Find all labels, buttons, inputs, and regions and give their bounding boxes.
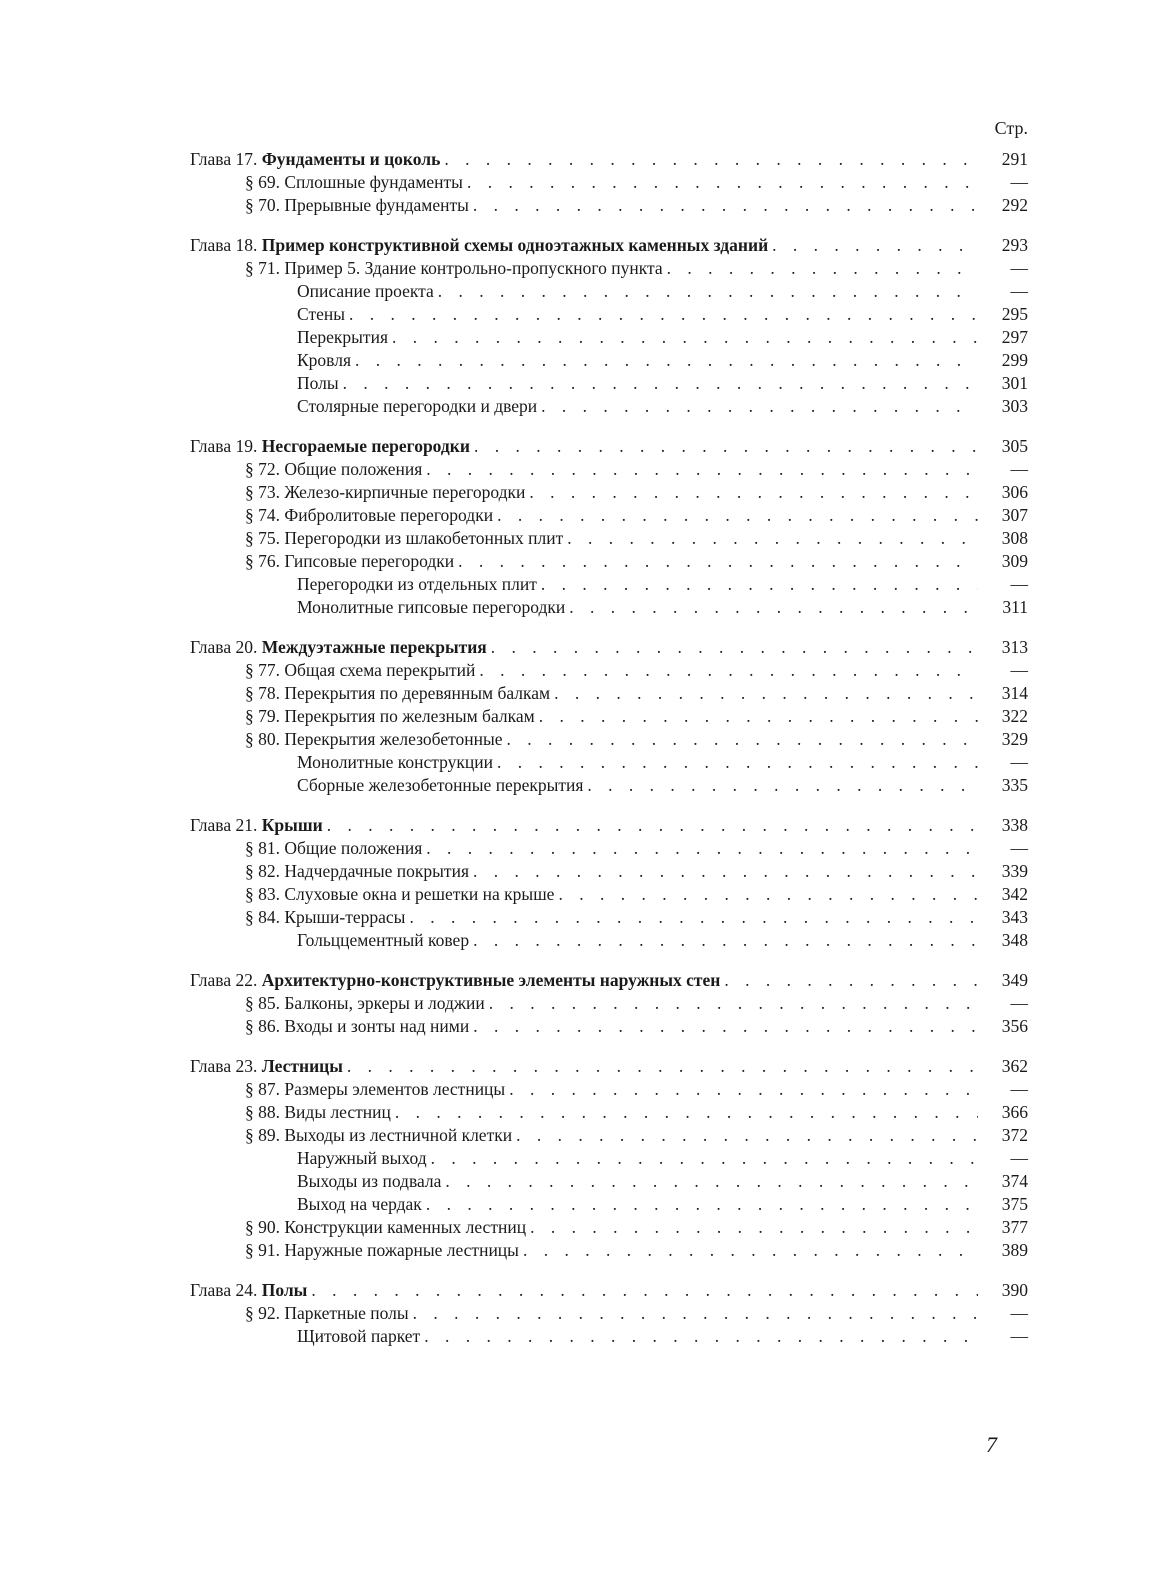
toc-section-entry: [190, 883, 1028, 906]
toc-entry-label: [245, 837, 426, 860]
toc-entry-number: § 72.: [245, 459, 285, 479]
toc-entry-page: 372: [1001, 1125, 1028, 1145]
toc-entry-number: § 83.: [245, 884, 285, 904]
dot-leader: [724, 969, 978, 992]
toc-entry-page: 389: [1001, 1240, 1028, 1260]
page-column-label: Стр.: [994, 118, 1028, 138]
toc-entry-page: 305: [1001, 436, 1028, 456]
dot-leader: [355, 349, 978, 372]
toc-entry-page: 338: [1001, 815, 1028, 835]
toc-entry-label: [297, 1170, 445, 1193]
toc-entry-page: 343: [1001, 907, 1028, 927]
toc-entry-number: § 81.: [245, 838, 285, 858]
toc-entry-page: 295: [1001, 304, 1028, 324]
toc-entry-page: 291: [1001, 149, 1028, 169]
toc-entry-label: [245, 883, 558, 906]
toc-entry-title: Фибролитовые перегородки: [284, 505, 494, 525]
toc-entry-title: Несгораемые перегородки: [261, 436, 470, 456]
toc-entry-label: [297, 774, 587, 797]
toc-entry-label: [297, 349, 355, 372]
toc-entry-title: Пример 5. Здание контрольно-пропускного пункта: [284, 258, 663, 278]
toc-section-entry: [190, 705, 1028, 728]
toc-entry-title: Выходы из лестничной клетки: [284, 1125, 513, 1145]
dot-leader: [392, 326, 978, 349]
toc-entry-label: [190, 234, 772, 257]
chapter-spacer: [190, 619, 1028, 636]
page-number: 7: [986, 1432, 997, 1457]
dot-leader: [489, 992, 978, 1015]
toc-entry-label: [245, 728, 507, 751]
toc-entry-page: —: [1010, 1148, 1028, 1168]
toc-entry-page: 297: [1001, 327, 1028, 347]
toc-entry-number: § 85.: [245, 993, 285, 1013]
toc-entry-page: 313: [1001, 637, 1028, 657]
dot-leader: [445, 1170, 978, 1193]
toc-entry-number: Глава 17.: [190, 149, 262, 169]
toc-entry-page: —: [1010, 660, 1028, 680]
dot-leader: [491, 636, 978, 659]
toc-entry-label: [190, 435, 474, 458]
toc-section-entry: [190, 1015, 1028, 1038]
toc-section-entry: [190, 1078, 1028, 1101]
toc-chapter-entry: [190, 234, 1028, 257]
toc-subsection-entry: [190, 1170, 1028, 1193]
dot-leader: [479, 659, 978, 682]
toc-section-entry: [190, 659, 1028, 682]
toc-entry-page: 309: [1001, 551, 1028, 571]
toc-section-entry: [190, 906, 1028, 929]
toc-entry-title: Сборные железобетонные перекрытия: [297, 775, 584, 795]
toc-entry-label: [297, 280, 438, 303]
toc-entry-title: Общая схема перекрытий: [284, 660, 476, 680]
dot-leader: [349, 303, 978, 326]
toc-entry-title: Общие положения: [284, 838, 423, 858]
dot-leader: [444, 148, 978, 171]
toc-entry-label: [297, 395, 541, 418]
dot-leader: [558, 883, 978, 906]
toc-entry-label: [245, 992, 489, 1015]
toc-entry-page: 335: [1001, 775, 1028, 795]
toc-chapter-entry: [190, 148, 1028, 171]
toc-entry-label: [297, 929, 473, 952]
toc-section-entry: [190, 992, 1028, 1015]
toc-entry-title: Выход на чердак: [297, 1194, 422, 1214]
toc-subsection-entry: [190, 929, 1028, 952]
toc-section-entry: [190, 1101, 1028, 1124]
toc-chapter-entry: [190, 814, 1028, 837]
toc-entry-number: Глава 21.: [190, 815, 262, 835]
toc-section-entry: [190, 682, 1028, 705]
toc-entry-title: Перегородки из шлакобетонных плит: [284, 528, 564, 548]
toc-entry-label: [297, 1147, 431, 1170]
toc-entry-page: 306: [1001, 482, 1028, 502]
toc-entry-number: Глава 20.: [190, 637, 262, 657]
toc-subsection-entry: [190, 1193, 1028, 1216]
toc-entry-title: Выходы из подвала: [297, 1171, 442, 1191]
toc-subsection-entry: [190, 596, 1028, 619]
toc-section-entry: [190, 1124, 1028, 1147]
toc-entry-page: 348: [1001, 930, 1028, 950]
toc-entry-title: Сплошные фундаменты: [284, 172, 463, 192]
toc-entry-label: [245, 458, 426, 481]
toc-section-entry: [190, 728, 1028, 751]
dot-leader: [569, 596, 978, 619]
toc-entry-label: [245, 1101, 395, 1124]
toc-entry-page: —: [1010, 1303, 1028, 1323]
toc-entry-label: [297, 303, 349, 326]
dot-leader: [473, 194, 978, 217]
toc-entry-number: § 78.: [245, 683, 285, 703]
toc-entry-page: —: [1010, 752, 1028, 772]
toc-entry-page: 307: [1001, 505, 1028, 525]
dot-leader: [497, 504, 978, 527]
dot-leader: [347, 1055, 978, 1078]
toc-entry-number: Глава 18.: [190, 235, 262, 255]
chapter-spacer: [190, 418, 1028, 435]
toc-chapter-entry: [190, 1055, 1028, 1078]
chapter-spacer: [190, 1262, 1028, 1279]
toc-section-entry: [190, 860, 1028, 883]
toc-entry-title: Виды лестниц: [284, 1102, 391, 1122]
toc-entry-label: [190, 1279, 311, 1302]
toc-entry-label: [245, 682, 554, 705]
toc-section-entry: [190, 1216, 1028, 1239]
toc-entry-title: Кровля: [297, 350, 351, 370]
toc-entry-title: Прерывные фундаменты: [284, 195, 469, 215]
toc-entry-label: [245, 1015, 473, 1038]
dot-leader: [772, 234, 978, 257]
toc-entry-title: Размеры элементов лестницы: [284, 1079, 506, 1099]
toc-entry-page: 314: [1001, 683, 1028, 703]
dot-leader: [424, 1325, 978, 1348]
dot-leader: [529, 481, 978, 504]
toc-entry-label: [245, 860, 473, 883]
dot-leader: [523, 1239, 978, 1262]
toc-entry-label: [297, 1193, 426, 1216]
dot-leader: [426, 458, 978, 481]
toc-section-entry: [190, 837, 1028, 860]
toc-section-entry: [190, 1302, 1028, 1325]
toc-entry-label: [297, 1325, 424, 1348]
toc-entry-title: Слуховые окна и решетки на крыше: [284, 884, 555, 904]
toc-entry-page: 342: [1001, 884, 1028, 904]
toc-entry-number: § 92.: [245, 1303, 285, 1323]
toc-entry-number: § 70.: [245, 195, 285, 215]
dot-leader: [474, 435, 978, 458]
dot-leader: [467, 171, 978, 194]
toc-entry-number: § 90.: [245, 1217, 285, 1237]
toc-subsection-entry: [190, 1325, 1028, 1348]
toc-entry-title: Крыши-террасы: [284, 907, 406, 927]
chapter-spacer: [190, 217, 1028, 234]
toc-entry-page: —: [1010, 1079, 1028, 1099]
toc-entry-number: Глава 19.: [190, 436, 262, 456]
toc-entry-page: 356: [1001, 1016, 1028, 1036]
toc-subsection-entry: [190, 751, 1028, 774]
toc-entry-number: § 79.: [245, 706, 285, 726]
dot-leader: [667, 257, 978, 280]
toc-entry-title: Конструкции каменных лестниц: [284, 1217, 527, 1237]
toc-subsection-entry: [190, 774, 1028, 797]
toc-chapter-entry: [190, 1279, 1028, 1302]
dot-leader: [438, 280, 978, 303]
toc-subsection-entry: [190, 1147, 1028, 1170]
dot-leader: [409, 906, 978, 929]
toc-entry-title: Перекрытия: [297, 327, 388, 347]
dot-leader: [567, 527, 978, 550]
toc-entry-page: 366: [1001, 1102, 1028, 1122]
toc-entry-title: Перегородки из отдельных плит: [297, 574, 537, 594]
toc-section-entry: [190, 257, 1028, 280]
chapter-spacer: [190, 1038, 1028, 1055]
toc-entry-label: [245, 659, 479, 682]
toc-entry-number: § 77.: [245, 660, 285, 680]
toc-entry-title: Надчердачные покрытия: [284, 861, 469, 881]
dot-leader: [497, 751, 978, 774]
toc-entry-label: [245, 527, 567, 550]
toc-entry-page: —: [1010, 172, 1028, 192]
toc-entry-title: Наружные пожарные лестницы: [284, 1240, 519, 1260]
toc-entry-number: Глава 24.: [190, 1280, 262, 1300]
toc-entry-title: Паркетные полы: [284, 1303, 409, 1323]
toc-entry-title: Гипсовые перегородки: [284, 551, 455, 571]
toc-entry-title: Монолитные конструкции: [297, 752, 493, 772]
toc-entry-page: 311: [1002, 597, 1028, 617]
toc-entry-title: Крыши: [261, 815, 323, 835]
toc-entry-title: Общие положения: [284, 459, 423, 479]
toc-entry-page: 303: [1001, 396, 1028, 416]
toc-entry-label: [297, 751, 497, 774]
toc-entry-label: [297, 326, 392, 349]
dot-leader: [431, 1147, 978, 1170]
toc-entry-page: 293: [1001, 235, 1028, 255]
dot-leader: [473, 1015, 978, 1038]
toc-entry-page: 349: [1001, 970, 1028, 990]
dot-leader: [554, 682, 978, 705]
toc-entry-label: [245, 1078, 509, 1101]
toc-entry-page: —: [1010, 1326, 1028, 1346]
toc-entry-page: 301: [1001, 373, 1028, 393]
toc-section-entry: [190, 171, 1028, 194]
toc-entry-label: [245, 906, 409, 929]
dot-leader: [541, 573, 978, 596]
toc-entry-page: —: [1010, 838, 1028, 858]
dot-leader: [587, 774, 978, 797]
toc-entry-number: § 74.: [245, 505, 285, 525]
dot-leader: [541, 395, 978, 418]
toc-entry-title: Стены: [297, 304, 345, 324]
chapter-spacer: [190, 797, 1028, 814]
toc-subsection-entry: [190, 326, 1028, 349]
toc-subsection-entry: [190, 303, 1028, 326]
toc-entry-number: § 86.: [245, 1016, 285, 1036]
toc-entry-label: [190, 1055, 347, 1078]
toc-entry-number: § 87.: [245, 1079, 285, 1099]
toc-entry-label: [245, 1239, 523, 1262]
toc-section-entry: [190, 1239, 1028, 1262]
toc-entry-number: § 84.: [245, 907, 285, 927]
toc-chapter-entry: [190, 435, 1028, 458]
toc-entry-title: Щитовой паркет: [297, 1326, 421, 1346]
toc-entry-number: Глава 22.: [190, 970, 262, 990]
toc-entry-title: Перекрытия железобетонные: [284, 729, 503, 749]
toc-entry-title: Перекрытия по деревянным балкам: [284, 683, 551, 703]
toc-entry-page: —: [1010, 574, 1028, 594]
toc-entry-number: Глава 23.: [190, 1056, 262, 1076]
toc-section-entry: [190, 527, 1028, 550]
dot-leader: [395, 1101, 978, 1124]
toc-entry-label: [245, 504, 497, 527]
toc-chapter-entry: [190, 636, 1028, 659]
dot-leader: [507, 728, 978, 751]
toc-subsection-entry: [190, 395, 1028, 418]
toc-entry-label: [245, 1302, 413, 1325]
dot-leader: [516, 1124, 978, 1147]
toc-entry-number: § 75.: [245, 528, 285, 548]
toc-entry-page: 339: [1001, 861, 1028, 881]
dot-leader: [473, 860, 978, 883]
toc-section-entry: [190, 504, 1028, 527]
toc-subsection-entry: [190, 280, 1028, 303]
toc-entry-page: 377: [1001, 1217, 1028, 1237]
dot-leader: [426, 1193, 978, 1216]
toc-entry-page: 362: [1001, 1056, 1028, 1076]
toc-entry-number: § 76.: [245, 551, 285, 571]
toc-entry-label: [190, 969, 724, 992]
toc-entry-page: 299: [1001, 350, 1028, 370]
dot-leader: [426, 837, 978, 860]
chapter-spacer: [190, 952, 1028, 969]
toc-entry-title: Фундаменты и цоколь: [261, 149, 441, 169]
toc-entry-label: [245, 257, 667, 280]
toc-entry-label: [245, 171, 467, 194]
dot-leader: [539, 705, 978, 728]
toc-entry-title: Пример конструктивной схемы одноэтажных каменных зданий: [261, 235, 769, 255]
toc-entry-title: Полы: [297, 373, 339, 393]
toc-entry-label: [190, 814, 327, 837]
toc-entry-label: [245, 1124, 516, 1147]
toc-section-entry: [190, 481, 1028, 504]
toc-entry-title: Гольццементный ковер: [297, 930, 470, 950]
toc-entry-page: 322: [1001, 706, 1028, 726]
toc-entry-label: [190, 636, 491, 659]
toc-entry-label: [245, 194, 473, 217]
toc-entry-title: Лестницы: [261, 1056, 343, 1076]
toc-entry-label: [245, 1216, 530, 1239]
toc-entry-page: 375: [1001, 1194, 1028, 1214]
toc-entry-number: § 91.: [245, 1240, 285, 1260]
toc-section-entry: [190, 194, 1028, 217]
toc-entry-label: [297, 372, 343, 395]
dot-leader: [413, 1302, 978, 1325]
dot-leader: [473, 929, 978, 952]
toc-entry-title: Монолитные гипсовые перегородки: [297, 597, 566, 617]
toc-entry-page: —: [1010, 281, 1028, 301]
dot-leader: [530, 1216, 978, 1239]
toc-entry-title: Железо-кирпичные перегородки: [284, 482, 526, 502]
toc-entry-label: [297, 573, 541, 596]
toc-entry-title: Балконы, эркеры и лоджии: [284, 993, 485, 1013]
toc-entry-title: Описание проекта: [297, 281, 434, 301]
dot-leader: [311, 1279, 978, 1302]
toc-entry-label: [245, 481, 529, 504]
toc-entry-title: Наружный выход: [297, 1148, 427, 1168]
toc-entry-page: 329: [1001, 729, 1028, 749]
toc-entry-title: Междуэтажные перекрытия: [261, 637, 487, 657]
toc-entry-page: —: [1010, 459, 1028, 479]
dot-leader: [327, 814, 978, 837]
toc-entry-number: § 73.: [245, 482, 285, 502]
toc-entry-label: [245, 550, 458, 573]
toc-entry-number: § 89.: [245, 1125, 285, 1145]
toc-entry-number: § 88.: [245, 1102, 285, 1122]
toc-section-entry: [190, 550, 1028, 573]
table-of-contents: [190, 148, 1028, 1348]
toc-entry-title: Перекрытия по железным балкам: [284, 706, 535, 726]
dot-leader: [509, 1078, 978, 1101]
toc-entry-title: Входы и зонты над ними: [284, 1016, 470, 1036]
toc-entry-label: [190, 148, 444, 171]
toc-entry-title: Полы: [261, 1280, 308, 1300]
toc-section-entry: [190, 458, 1028, 481]
toc-subsection-entry: [190, 573, 1028, 596]
toc-entry-label: [297, 596, 569, 619]
toc-entry-page: 308: [1001, 528, 1028, 548]
toc-entry-page: —: [1010, 993, 1028, 1013]
toc-entry-title: Столярные перегородки и двери: [297, 396, 538, 416]
toc-entry-title: Архитектурно-конструктивные элементы наружных стен: [261, 970, 721, 990]
toc-subsection-entry: [190, 349, 1028, 372]
toc-entry-number: § 71.: [245, 258, 285, 278]
toc-entry-label: [245, 705, 539, 728]
toc-entry-page: —: [1010, 258, 1028, 278]
dot-leader: [343, 372, 978, 395]
toc-entry-number: § 69.: [245, 172, 285, 192]
toc-entry-number: § 80.: [245, 729, 285, 749]
toc-entry-page: 292: [1001, 195, 1028, 215]
toc-entry-page: 390: [1001, 1280, 1028, 1300]
toc-entry-number: § 82.: [245, 861, 285, 881]
toc-chapter-entry: [190, 969, 1028, 992]
toc-subsection-entry: [190, 372, 1028, 395]
dot-leader: [458, 550, 978, 573]
toc-entry-page: 374: [1001, 1171, 1028, 1191]
